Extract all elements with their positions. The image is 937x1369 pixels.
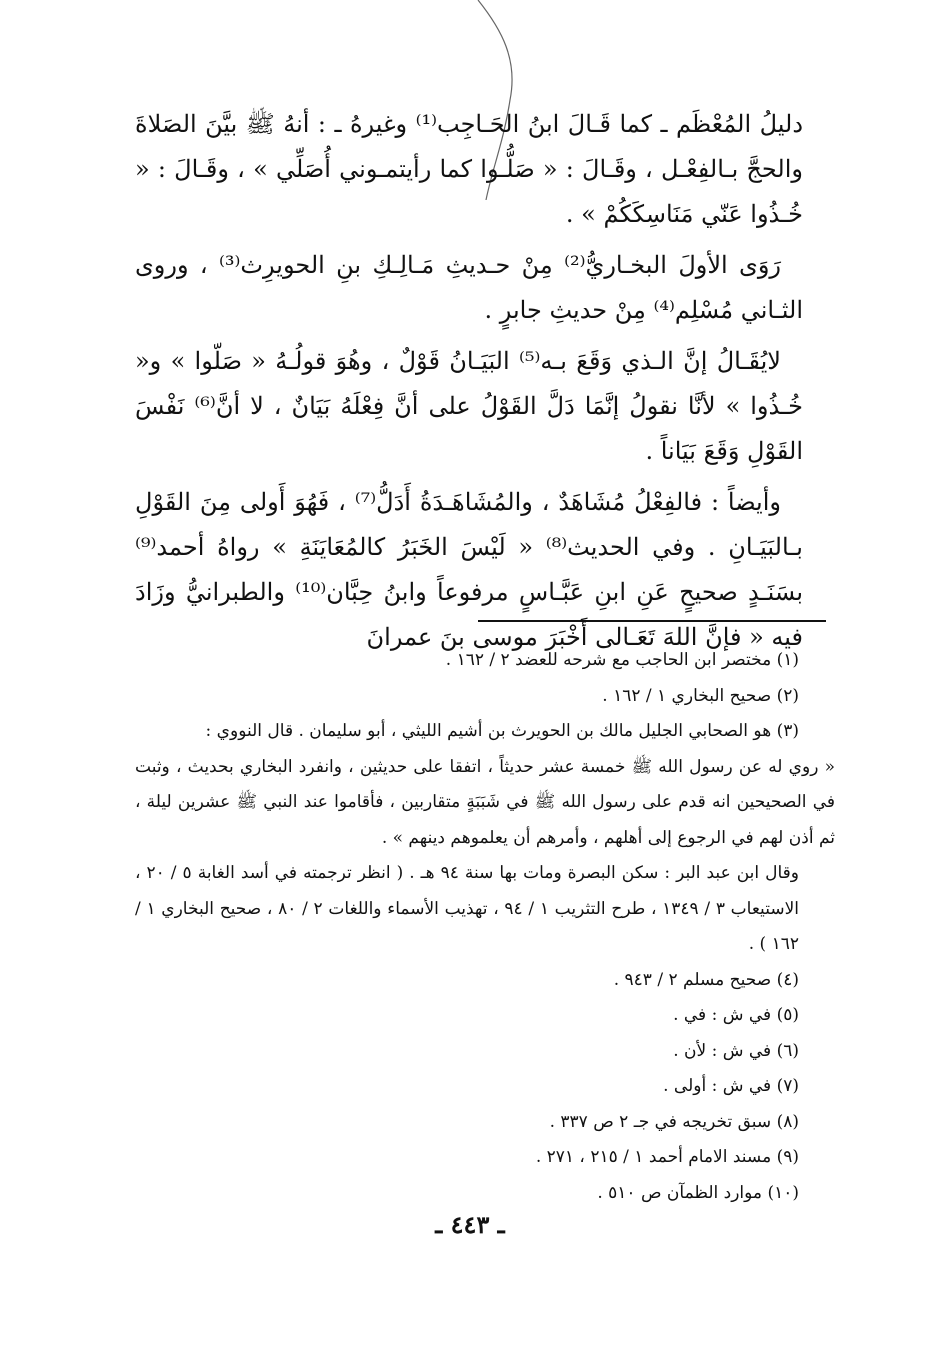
footnote-1: (١) مختصر ابن الحاجب مع شرحه للعضد ٢ / ١٦٢ .	[445, 650, 799, 670]
footnote-9: (٩) مسند الامام أحمد ١ / ٢١٥ ، ٢٧١ .	[535, 1147, 799, 1167]
footnote-3-continuation: وقال ابن عبد البر : سكن البصرة ومات بها سنة ٩٤ هـ . ( انظر ترجمته في أسد الغابة ٥ / ٢٠ ، الاستيعاب ٣ / ١٣٤٩ ، طرح التثريب ١ / ٩٤ ، تهذيب الأسماء واللغات ٢ / ٨٠ ، صحيح البخاري ١ / ١٦٢ ) .	[135, 863, 800, 954]
footnote-2: (٢) صحيح البخاري ١ / ١٦٢ .	[602, 685, 799, 706]
footnotes-section	[135, 643, 835, 1211]
footnote-separator	[478, 620, 826, 622]
main-body-text	[135, 102, 803, 666]
page-number: ـ ٤٤٣ ـ	[435, 1210, 505, 1239]
footnote-5: (٥) في ش : في .	[673, 1005, 799, 1025]
footnote-3: (٣) هو الصحابي الجليل مالك بن الحويرث بن أشيم الليثي ، أبو سليمان . قال النووي :	[205, 721, 799, 741]
footnote-10: (١٠) موارد الظمآن ص ٥١٠ .	[597, 1182, 799, 1203]
paragraph-3: لايُقَـالُ إنَّ الـذي وَقَعَ بـه⁽⁵⁾ البَيَـانُ قَوْلٌ ، وهُوَ قولُـهُ « صَلّوا » و« خُـذُوا » لأنَّا نقولُ إنَّمَا دَلَّ القَوْلُ على أنَّ فِعْلَهُ بَيَانٌ ، لا أنَّ⁽⁶⁾ نَفْسَ القَوْلِ وَقَعَ بَيَاناً .	[135, 347, 803, 465]
paragraph-4: وأيضاً : فالفِعْلُ مُشَاهَدٌ ، والمُشَاهَـدَةُ أَدَلُّ⁽⁷⁾ ، فَهُوَ أَولى مِنَ القَوْلِ بـالبَيَـانِ . وفي الحديث⁽⁸⁾ « لَيْسَ الخَبَرُ كالمُعَايَنَةِ » رواهُ أحمد⁽⁹⁾ بسَنَـدٍ صحيحٍ عَنِ ابنِ عَبَّـاسٍ مرفوعاً وابنُ حِبَّان⁽¹⁰⁾ والطبرانيُّ وزَادَ فيه « فإنَّ اللهَ تَعَـالى أَخْبَرَ موسى بنَ عمرانَ	[135, 488, 803, 651]
footnote-4: (٤) صحيح مسلم ٢ / ٩٤٣ .	[613, 969, 799, 990]
paragraph-2: رَوَى الأولَ البخـاريُّ⁽²⁾ مِنْ حـديثِ مَـالِـكِ بنِ الحويرِث⁽³⁾ ، وروى الثـاني مُسْلِم⁽⁴⁾ مِنْ حديثِ جابرٍ .	[135, 251, 803, 324]
footnote-6: (٦) في ش : لأن .	[673, 1040, 799, 1061]
footnote-3-quote: « روي له عن رسول الله ﷺ خمسة عشر حديثاً ، اتفقا على حديثين ، وانفرد البخاري بحديث ، وثبت في الصحيحين انه قدم على رسول الله ﷺ في شَبَبَةٍ متقاربين ، فأقاموا عند النبي ﷺ عشرين ليلة ، ثم أذن لهم في الرجوع إلى أهلهم ، وأمرهم أن يعلموهم دينهم » .	[135, 756, 835, 848]
footnote-7: (٧) في ش : أولى .	[663, 1076, 799, 1096]
footnote-8: (٨) سبق تخريجه في جـ ٢ ص ٣٣٧ .	[549, 1111, 799, 1132]
paragraph-1: دليلُ المُعْظَم ـ كما قَـالَ ابنُ الحَـاجِب⁽¹⁾ وغيرهُ ـ : أنهُ ﷺ بيَّنَ الصَلاةَ والحجَّ بـالفِعْـل ، وقَـالَ : « صَلُّـوا كما رأيتمـوني أُصَلِّي » ، وقَـالَ : « خُـذُوا عَنّي مَنَاسِكَكُمْ » .	[135, 110, 804, 228]
